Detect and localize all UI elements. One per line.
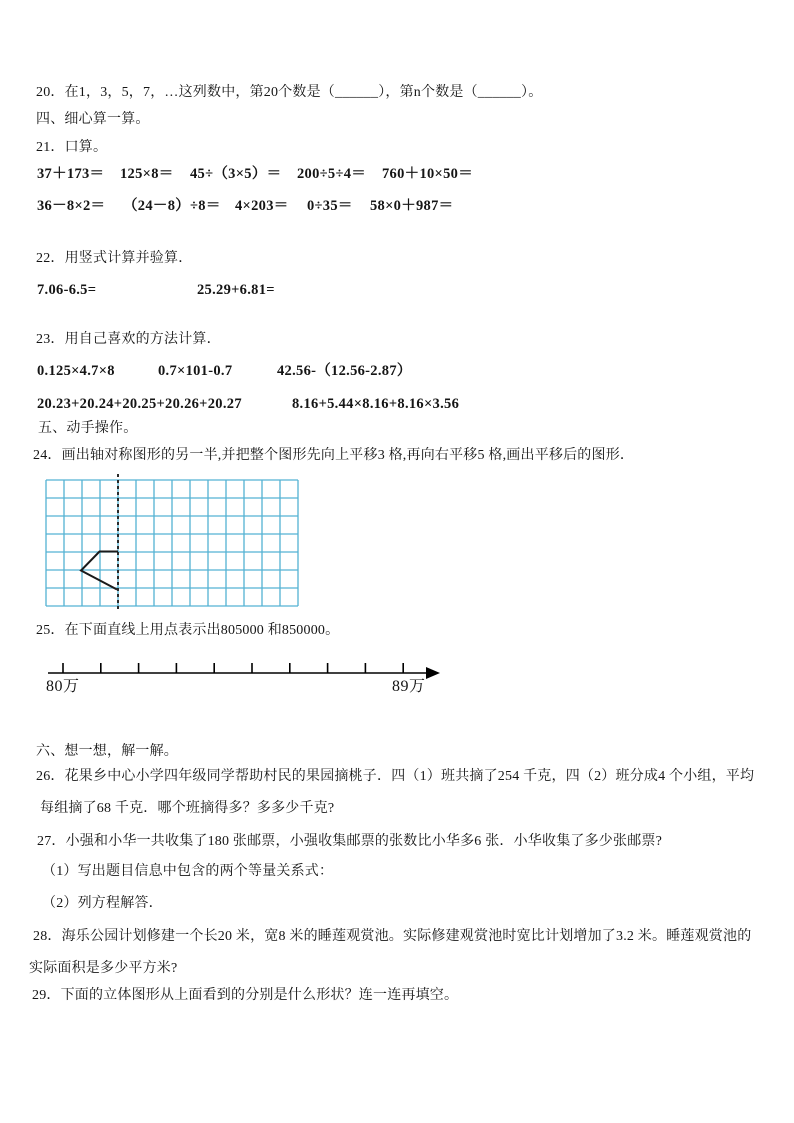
method-calc-item: 0.125×4.7×8 xyxy=(37,363,115,379)
question-27: 27．小强和小华一共收集了180 张邮票，小强收集邮票的张数比小华多6 张．小华收集了多少张邮票? xyxy=(37,834,663,849)
oral-calc-item: 760＋10×50＝ xyxy=(382,166,474,182)
method-calc-item: 42.56-（12.56-2.87） xyxy=(277,363,412,379)
method-calc-item: 8.16+5.44×8.16+8.16×3.56 xyxy=(292,396,460,412)
method-calc-item: 20.23+20.24+20.25+20.26+20.27 xyxy=(37,396,242,412)
section-4-header: 四、细心算一算。 xyxy=(36,112,150,127)
numberline-end-label: 89万 xyxy=(392,678,426,695)
question-29: 29．下面的立体图形从上面看到的分别是什么形状？连一连再填空。 xyxy=(32,988,459,1003)
question-27-sub2: （2）列方程解答． xyxy=(42,896,163,911)
question-24: 24．画出轴对称图形的另一半,并把整个图形先向上平移3 格,再向右平移5 格,画出平移后的图形． xyxy=(33,448,635,463)
section-5-header: 五、动手操作。 xyxy=(38,421,138,436)
question-28-cont: 实际面积是多少平方米? xyxy=(29,961,178,976)
section-6-header: 六、想一想，解一解。 xyxy=(36,744,178,759)
symmetry-grid-figure xyxy=(40,468,310,618)
oral-calc-item: 125×8＝ xyxy=(120,166,174,182)
oral-calc-item: 200÷5÷4＝ xyxy=(297,166,367,182)
numberline-start-label: 80万 xyxy=(46,678,80,695)
oral-calc-item: 0÷35＝ xyxy=(307,198,353,214)
method-calc-item: 0.7×101-0.7 xyxy=(158,363,233,379)
question-25: 25．在下面直线上用点表示出805000 和850000。 xyxy=(36,623,340,638)
question-26: 26．花果乡中心小学四年级同学帮助村民的果园摘桃子．四（1）班共摘了254 千克，四（2）班分成4 个小组，平均 xyxy=(36,769,755,784)
question-21: 21．口算。 xyxy=(36,140,108,155)
question-22: 22．用竖式计算并验算． xyxy=(36,251,193,266)
question-23: 23．用自己喜欢的方法计算． xyxy=(36,332,221,347)
oral-calc-item: 58×0＋987＝ xyxy=(370,198,454,214)
question-20: 20．在1，3，5，7，…这列数中，第20个数是（______），第n个数是（______）。 xyxy=(36,85,543,100)
vertical-calc-item: 25.29+6.81= xyxy=(197,282,275,298)
oral-calc-item: 4×203＝ xyxy=(235,198,289,214)
oral-calc-item: 45÷（3×5）＝ xyxy=(190,166,282,182)
oral-calc-item: 37＋173＝ xyxy=(37,166,105,182)
question-27-sub1: （1）写出题目信息中包含的两个等量关系式： xyxy=(42,864,334,879)
oral-calc-item: 36－8×2＝ xyxy=(37,198,106,214)
question-26-cont: 每组摘了68 千克．哪个班摘得多？多多少千克? xyxy=(40,801,335,816)
oral-calc-item: （24－8）÷8＝ xyxy=(123,198,221,214)
question-28: 28．海乐公园计划修建一个长20 米，宽8 米的睡莲观赏池。实际修建观赏池时宽比计划增加了3.2 米。睡莲观赏池的 xyxy=(33,929,752,944)
vertical-calc-item: 7.06-6.5= xyxy=(37,282,97,298)
